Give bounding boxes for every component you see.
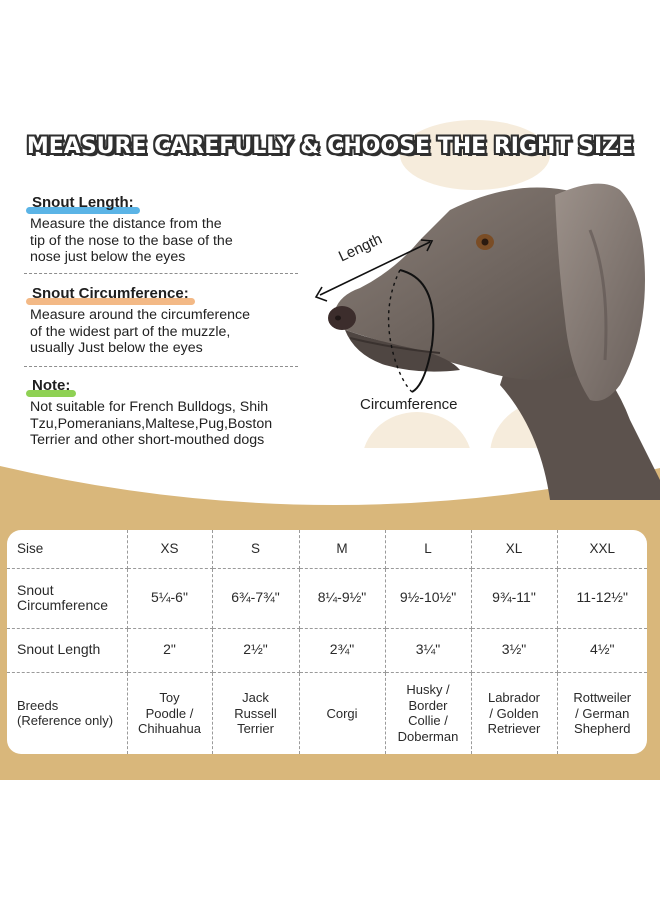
- description-line: Measure the distance from the: [30, 216, 222, 232]
- breed-line: Doberman: [397, 728, 459, 744]
- breeds-cell: [471, 672, 557, 754]
- size-header-cell: Sise: [7, 530, 127, 568]
- table-row: [7, 672, 647, 754]
- size-cell: XXL: [557, 530, 647, 568]
- length-cell: 2½": [212, 628, 299, 672]
- length-cell: 3½": [471, 628, 557, 672]
- breed-line: Rottweiler: [573, 690, 632, 705]
- circumference-cell: 9½-10½": [385, 568, 471, 628]
- breed-line: / Golden: [489, 705, 539, 721]
- header-line: Breeds: [17, 697, 59, 713]
- circumference-label: Circumference: [360, 396, 458, 413]
- divider: [24, 273, 298, 274]
- breed-line: Toy: [159, 690, 180, 705]
- size-cell: XL: [471, 530, 557, 568]
- breed-line: Collie /: [408, 713, 448, 729]
- size-table: [7, 530, 647, 754]
- breeds-cell: [299, 672, 385, 754]
- size-cell: M: [299, 530, 385, 568]
- breeds-cell: [127, 672, 212, 754]
- description-line: tip of the nose to the base of the: [30, 232, 233, 249]
- breed-line: Chihuahua: [138, 721, 201, 736]
- snout-length-heading: [30, 194, 136, 211]
- heading-text: Snout Circumference:: [32, 285, 189, 302]
- length-cell: 3¼": [385, 628, 471, 672]
- table-row: [7, 568, 647, 628]
- size-cell: S: [212, 530, 299, 568]
- breeds-cell: [385, 672, 471, 754]
- description-line: Tzu,Pomeranians,Maltese,Pug,Boston: [30, 415, 273, 432]
- description-line: of the widest part of the muzzle,: [30, 323, 231, 340]
- page-title: MEASURE CAREFULLY & CHOOSE THE RIGHT SIZE: [26, 134, 634, 159]
- dog-head-photo: [300, 170, 660, 500]
- snout-length-section: [30, 194, 330, 266]
- breed-line: Jack: [242, 690, 269, 705]
- length-cell: 2¾": [299, 628, 385, 672]
- description-line: nose just below the eyes: [30, 249, 186, 265]
- snout-circumference-heading: [30, 285, 191, 302]
- circumference-header-cell: [7, 568, 127, 628]
- circumference-cell: 6¾-7¾": [212, 568, 299, 628]
- length-header-cell: Snout Length: [7, 628, 127, 672]
- length-cell: 4½": [557, 628, 647, 672]
- header-line: Snout: [17, 581, 54, 598]
- breed-line: Border: [408, 697, 448, 713]
- header-line: (Reference only): [17, 713, 114, 729]
- description-line: Measure around the circumference: [30, 307, 251, 323]
- size-cell: L: [385, 530, 471, 568]
- size-chart: [7, 530, 647, 754]
- snout-length-description: [30, 216, 330, 266]
- breed-line: Terrier: [237, 721, 274, 736]
- circumference-cell: 8¼-9½": [299, 568, 385, 628]
- breed-line: Shepherd: [574, 721, 631, 736]
- breed-line: Labrador: [487, 690, 541, 705]
- circumference-cell: 9¾-11": [471, 568, 557, 628]
- circumference-cell: 5¼-6": [127, 568, 212, 628]
- note-heading: [30, 377, 72, 394]
- circumference-cell: 11-12½": [557, 568, 647, 628]
- breed-line: Retriever: [487, 721, 541, 736]
- length-cell: 2": [127, 628, 212, 672]
- description-line: usually Just below the eyes: [30, 340, 203, 356]
- table-row: [7, 628, 647, 672]
- breed-line: Poodle /: [145, 705, 194, 721]
- breed-line: Husky /: [406, 682, 450, 698]
- divider: [24, 366, 298, 367]
- breed-line: / German: [575, 705, 630, 721]
- breed-line: Russell: [234, 705, 277, 721]
- header-line: Circumference: [17, 597, 109, 613]
- snout-circumference-section: [30, 285, 330, 357]
- length-label: Length: [336, 230, 385, 266]
- table-row: [7, 530, 647, 568]
- description-line: Not suitable for French Bulldogs, Shih: [30, 399, 269, 415]
- breeds-header-cell: [7, 672, 127, 754]
- breeds-cell: [212, 672, 299, 754]
- heading-text: Note:: [32, 377, 71, 394]
- snout-circumference-description: [30, 307, 330, 357]
- breeds-cell: [557, 672, 647, 754]
- description-line: Terrier and other short-mouthed dogs: [30, 432, 265, 448]
- size-cell: XS: [127, 530, 212, 568]
- breed-line: Corgi: [326, 705, 358, 721]
- heading-text: Snout Length:: [32, 194, 134, 211]
